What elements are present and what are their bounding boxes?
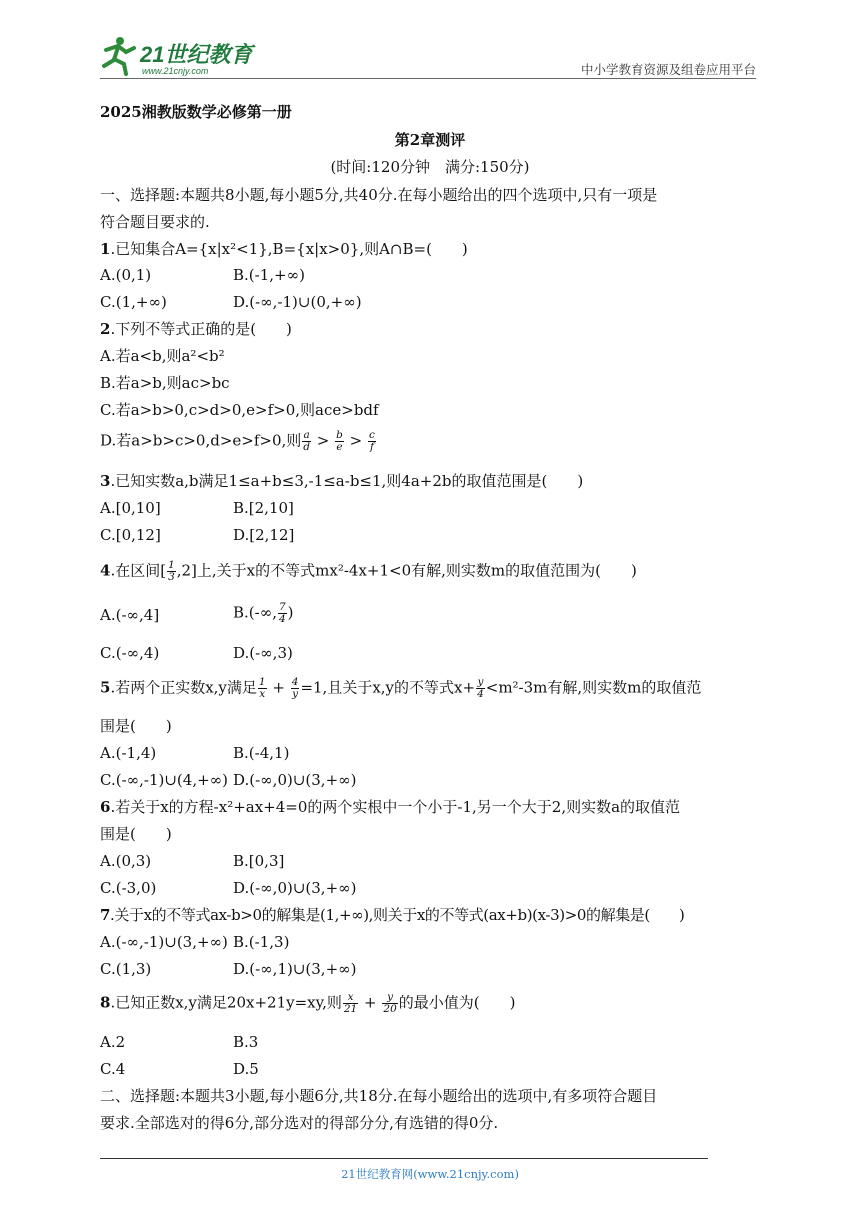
q8-number: 8 — [100, 993, 111, 1012]
q1-stem — [100, 239, 468, 259]
logo-url: www.21cnjy.com — [142, 66, 209, 76]
q7-option-c: C.(1,3) — [100, 960, 152, 978]
q5-stem: 5.若两个正实数x,y满足 $\frac{1}{x}$ + $\frac{4}{y}$ =1,且关于x,y的不等式x+ $\frac{y}{4}$ <m²-3m有解,则实数m的取值范 — [100, 676, 702, 700]
q1-text: .已知集合A={x|x²<1},B={x|x>0},则A∩B=( ) — [110, 240, 468, 258]
q2-option-c: C.若a>b>0,c>d>0,e>f>0,则ace>bdf — [100, 401, 379, 419]
q1-option-a: A.(0,1) — [100, 266, 152, 284]
fraction-one-third: $\frac{1}{3}$ — [168, 559, 175, 583]
q2-option-d — [100, 430, 377, 453]
q8-text-post: 的最小值为( ) — [398, 993, 516, 1012]
q3-option-c: C.[0,12] — [100, 526, 161, 544]
q1-option-d: D.(-∞,-1)∪(0,+∞) — [233, 293, 362, 311]
q2-option-b: B.若a>b,则ac>bc — [100, 374, 230, 392]
q3-number: 3 — [100, 472, 111, 490]
q5-stem-line2: 围是( ) — [100, 717, 172, 735]
q5-text-post: <m²-3m有解,则实数m的取值范 — [485, 678, 702, 697]
fraction-y-over-4: $\frac{y}{4}$ — [477, 676, 484, 700]
fraction-1-over-x: $\frac{1}{x}$ — [258, 676, 266, 700]
header-divider — [100, 78, 756, 79]
q8-option-c: C.4 — [100, 1060, 126, 1078]
gt-sign: > — [349, 431, 363, 450]
q4-option-b: B.(-∞, $\frac{7}{4}$ ) — [233, 601, 294, 625]
q3-option-b: B.[2,10] — [233, 499, 294, 517]
q5-option-d: D.(-∞,0)∪(3,+∞) — [233, 771, 357, 789]
q2-option-d-text: D.若a>b>c>0,d>e>f>0,则 — [100, 431, 302, 450]
q8-option-d: D.5 — [233, 1060, 259, 1078]
fraction-x-over-21: $\frac{x}{21}$ — [343, 991, 358, 1015]
time-score: (时间:120分钟 满分:150分) — [330, 158, 530, 176]
q3-stem — [100, 471, 583, 491]
q8-option-b: B.3 — [233, 1033, 259, 1051]
q6-stem-line2: 围是( ) — [100, 825, 172, 843]
book-title: 2025湘教版数学必修第一册 — [100, 103, 292, 121]
q7-option-d: D.(-∞,1)∪(3,+∞) — [233, 960, 357, 978]
q7-option-b: B.(-1,3) — [233, 933, 290, 951]
q5-option-b: B.(-4,1) — [233, 744, 290, 762]
q5-text-mid: =1,且关于x,y的不等式x+ — [300, 678, 476, 697]
fraction-4-over-y: $\frac{4}{y}$ — [291, 676, 299, 700]
fraction-y-over-20: $\frac{y}{20}$ — [383, 991, 397, 1015]
q5-option-a: A.(-1,4) — [100, 744, 157, 762]
q8-option-a: A.2 — [100, 1033, 126, 1051]
q6-text: .若关于x的方程-x²+ax+4=0的两个实根中一个小于-1,另一个大于2,则实数a的取值范 — [110, 798, 681, 816]
q4-text-pre: .在区间[ — [110, 561, 167, 580]
logo-text: 21世纪教育 — [140, 42, 253, 67]
q4-stem — [100, 560, 637, 583]
q2-option-a: A.若a<b,则a²<b² — [100, 347, 225, 365]
gt-sign: > — [316, 431, 330, 450]
q6-option-c: C.(-3,0) — [100, 879, 157, 897]
q5-option-c: C.(-∞,-1)∪(4,+∞) — [100, 771, 229, 789]
q8-stem: 8.已知正数x,y满足20x+21y=xy,则 $\frac{x}{21}$ + $\frac{y}{20}$ 的最小值为( ) — [100, 991, 516, 1015]
q4-option-a: A.(-∞,4] — [100, 606, 160, 624]
logo-21cnjy — [96, 34, 256, 78]
chapter-title: 第2章测评 — [394, 131, 466, 149]
runner-icon — [104, 37, 134, 74]
q7-option-a: A.(-∞,-1)∪(3,+∞) — [100, 933, 228, 951]
q5-number: 5 — [100, 678, 111, 697]
q4-option-c: C.(-∞,4) — [100, 644, 160, 662]
q3-option-d: D.[2,12] — [233, 526, 295, 544]
q4-option-d: D.(-∞,3) — [233, 644, 293, 662]
section2-instruction-line2: 要求.全部选对的得6分,部分选对的得部分分,有选错的得0分. — [100, 1114, 499, 1132]
q7-number: 7 — [100, 906, 111, 924]
q3-option-a: A.[0,10] — [100, 499, 161, 517]
section1-instruction-line2: 符合题目要求的. — [100, 213, 210, 231]
q7-text: .关于x的不等式ax-b>0的解集是(1,+∞),则关于x的不等式(ax+b)(x-3)>0的解集是( ) — [110, 906, 685, 924]
fraction-seven-fourths: $\frac{7}{4}$ — [278, 601, 286, 625]
q1-number: 1 — [100, 240, 111, 258]
q7-stem — [100, 905, 685, 925]
q8-text-pre: .已知正数x,y满足20x+21y=xy,则 — [110, 993, 342, 1012]
fraction-c-over-f: $\frac{c}{f}$ — [369, 429, 375, 453]
q1-option-b: B.(-1,+∞) — [233, 266, 305, 284]
q6-option-b: B.[0,3] — [233, 852, 285, 870]
section2-instruction-line1: 二、选择题:本题共3小题,每小题6分,共18分.在每小题给出的选项中,有多项符合题目 — [100, 1087, 658, 1105]
q2-text: .下列不等式正确的是( ) — [110, 320, 292, 338]
q4-number: 4 — [100, 561, 111, 580]
section1-instruction-line1: 一、选择题:本题共8小题,每小题5分,共40分.在每小题给出的四个选项中,只有一项是 — [100, 186, 658, 204]
footer-divider — [100, 1158, 708, 1159]
q3-text: .已知实数a,b满足1≤a+b≤3,-1≤a-b≤1,则4a+2b的取值范围是( ) — [110, 472, 584, 490]
q5-text-pre: .若两个正实数x,y满足 — [110, 678, 257, 697]
q2-number: 2 — [100, 320, 111, 338]
q6-number: 6 — [100, 798, 111, 816]
q4-text-post: ,2]上,关于x的不等式mx²-4x+1<0有解,则实数m的取值范围为( ) — [176, 561, 637, 580]
q1-option-c: C.(1,+∞) — [100, 293, 167, 311]
q6-option-d: D.(-∞,0)∪(3,+∞) — [233, 879, 357, 897]
footer-link[interactable]: 21世纪教育网(www.21cnjy.com) — [341, 1167, 519, 1181]
q6-option-a: A.(0,3) — [100, 852, 152, 870]
fraction-a-over-d: $\frac{a}{d}$ — [303, 429, 311, 453]
q6-stem — [100, 797, 680, 817]
q2-stem — [100, 319, 292, 339]
header-tagline: 中小学教育资源及组卷应用平台 — [580, 62, 756, 77]
fraction-b-over-e: $\frac{b}{e}$ — [336, 429, 343, 453]
